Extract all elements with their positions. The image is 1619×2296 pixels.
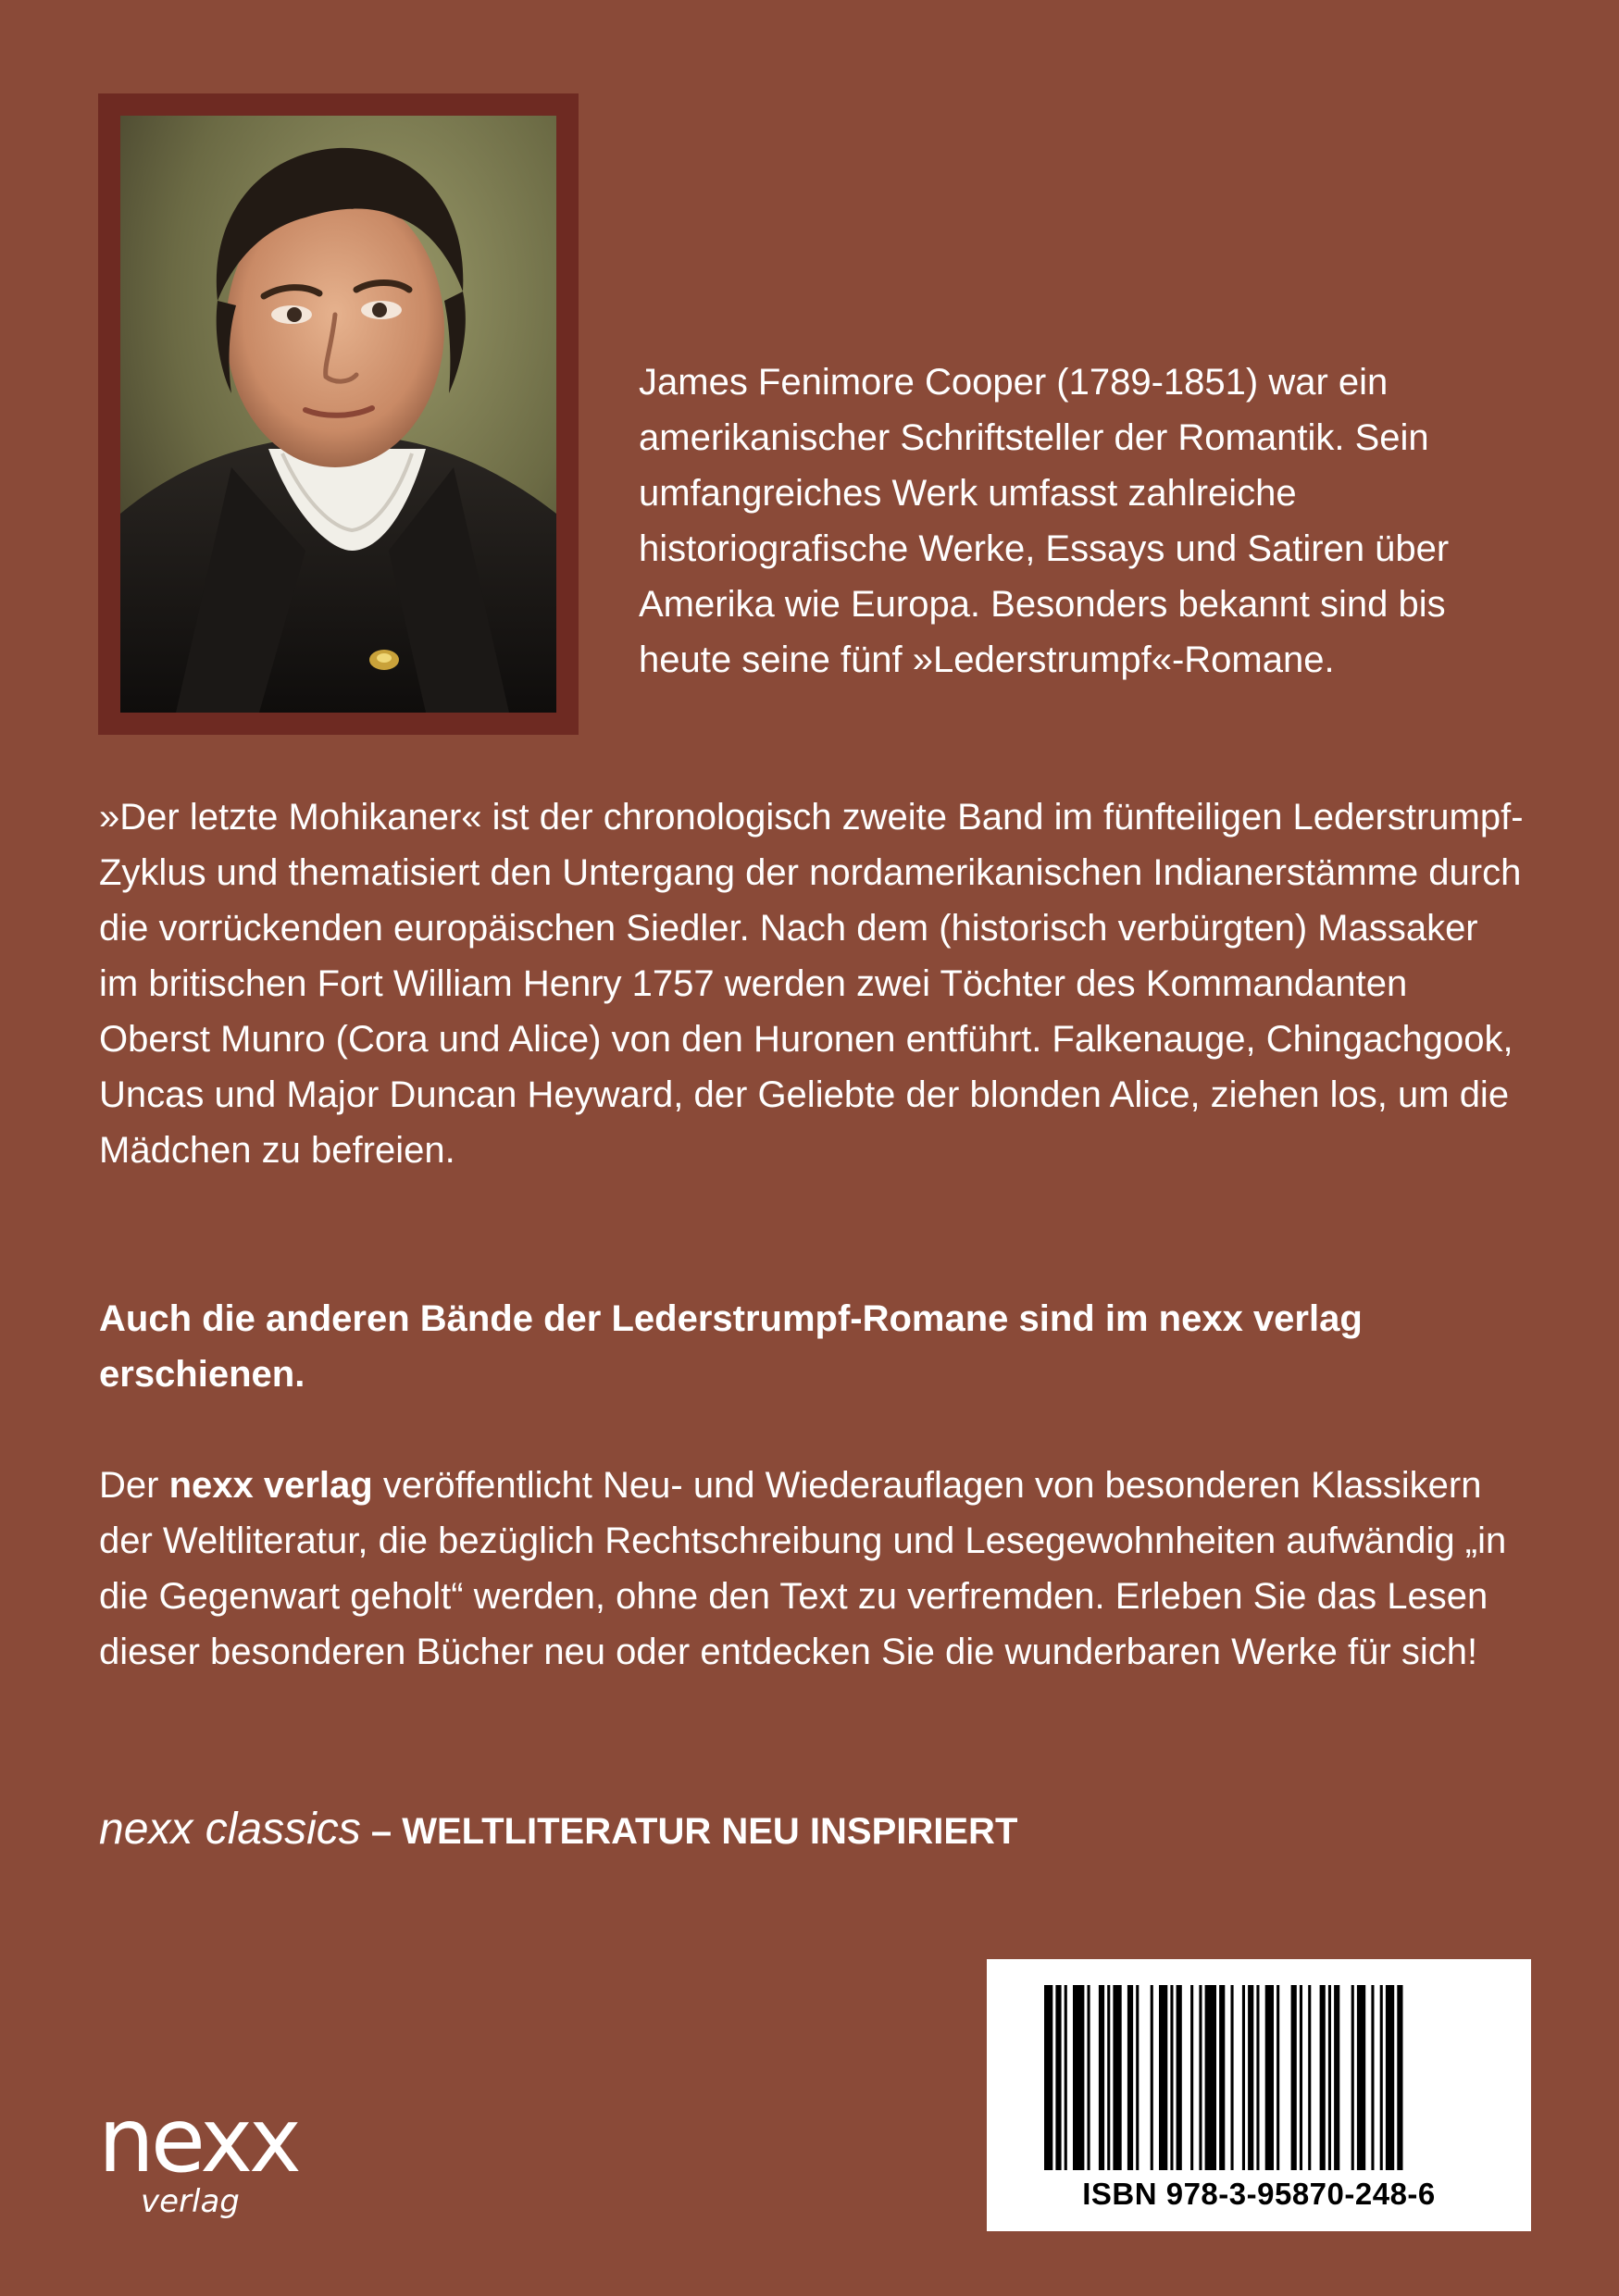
series-note: Auch die anderen Bände der Lederstrumpf-Romane sind im nexx verlag erschienen. [99,1298,1363,1395]
logo-wordmark: nexx [98,2089,298,2192]
barcode-bar [1190,1985,1193,2170]
barcode-bar [1088,1985,1090,2170]
tagline [99,1800,1017,1861]
barcode-bar [1205,1985,1216,2170]
barcode-bar [1107,1985,1110,2170]
barcode-bar [1248,1985,1253,2170]
barcode-bar [1219,1985,1225,2170]
barcode-bar [1277,1985,1279,2170]
barcode-bar [1065,1985,1067,2170]
barcode-bar [1177,1985,1182,2170]
barcode-graphic [1044,1985,1474,2170]
barcode-bar [1291,1985,1297,2170]
barcode-bar [1199,1985,1202,2170]
publisher-logo [98,2089,339,2235]
barcode-bar [1265,1985,1274,2170]
publisher-note-body: veröffentlicht Neu- und Wiederauflagen von besonderen Klassikern der Weltliteratur, die bezüglich Rechtschreibung und Lesegewohnheiten aufwändig „in die Gegenwart geholt“ werden, ohne den Text zu verfremden. Erleben Sie das Lesen dieser besonderen Bücher neu oder entdecken Sie die wunderbaren Werke für sich! [99,1465,1507,1672]
barcode-bar [1055,1985,1061,2170]
logo-subtitle: verlag [141,2183,240,2220]
barcode-bar [1320,1985,1326,2170]
author-portrait-frame [98,93,579,735]
publisher-note-intro: Der [99,1465,169,1506]
barcode-bar [1113,1985,1121,2170]
author-bio: James Fenimore Cooper (1789-1851) war ein amerikanischer Schriftsteller der Romantik. Sein umfangreiches Werk umfasst zahlreiche historiografische Werke, Essays und Satiren über Amerika wie Europa. Besonders bekannt sind bis heute seine fünf »Lederstrumpf«-Romane. [639,362,1450,680]
barcode-bar [1044,1985,1052,2170]
tagline-claim: – WELTLITERATUR NEU INSPIRIERT [360,1811,1018,1852]
barcode-bar [1170,1985,1173,2170]
barcode-bar [1159,1985,1167,2170]
barcode-bar [1380,1985,1383,2170]
author-portrait [120,116,556,713]
barcode-bar [1300,1985,1302,2170]
book-synopsis: »Der letzte Mohikaner« ist der chronologisch zweite Band im fünfteiligen Lederstrumpf-Zyklus und thematisiert den Untergang der nordamerikanischen Indianerstämme durch die vorrückenden europäischen Siedler. Nach dem (historisch verbürgten) Massaker im britischen Fort William Henry 1757 werden zwei Töchter des Kommandanten Oberst Munro (Cora und Alice) von den Huronen entführt. Falkenauge, Chingachgook, Uncas und Major Duncan Heyward, der Geliebte der blonden Alice, ziehen los, um die Mädchen zu befreien. [99,797,1524,1171]
barcode-bar [1127,1985,1133,2170]
barcode-bar [1231,1985,1234,2170]
barcode-bar [1151,1985,1153,2170]
isbn-barcode [987,1959,1531,2231]
barcode-bar [1073,1985,1084,2170]
portrait-illustration [120,116,556,713]
tagline-brand: nexx classics [99,1805,361,1854]
barcode-bar [1371,1985,1374,2170]
barcode-bar [1256,1985,1259,2170]
barcode-bar [1334,1985,1339,2170]
publisher-name: nexx verlag [168,1465,373,1506]
barcode-bar [1351,1985,1354,2170]
barcode-bar [1397,1985,1402,2170]
barcode-bar [1308,1985,1311,2170]
barcode-bar [1357,1985,1365,2170]
publisher-note [99,1458,1525,1680]
barcode-bar [1386,1985,1394,2170]
isbn-number: ISBN 978-3-95870-248-6 [1082,2177,1436,2211]
barcode-bar [1136,1985,1139,2170]
barcode-bar [1099,1985,1104,2170]
barcode-bar [1328,1985,1331,2170]
barcode-bar [1242,1985,1245,2170]
